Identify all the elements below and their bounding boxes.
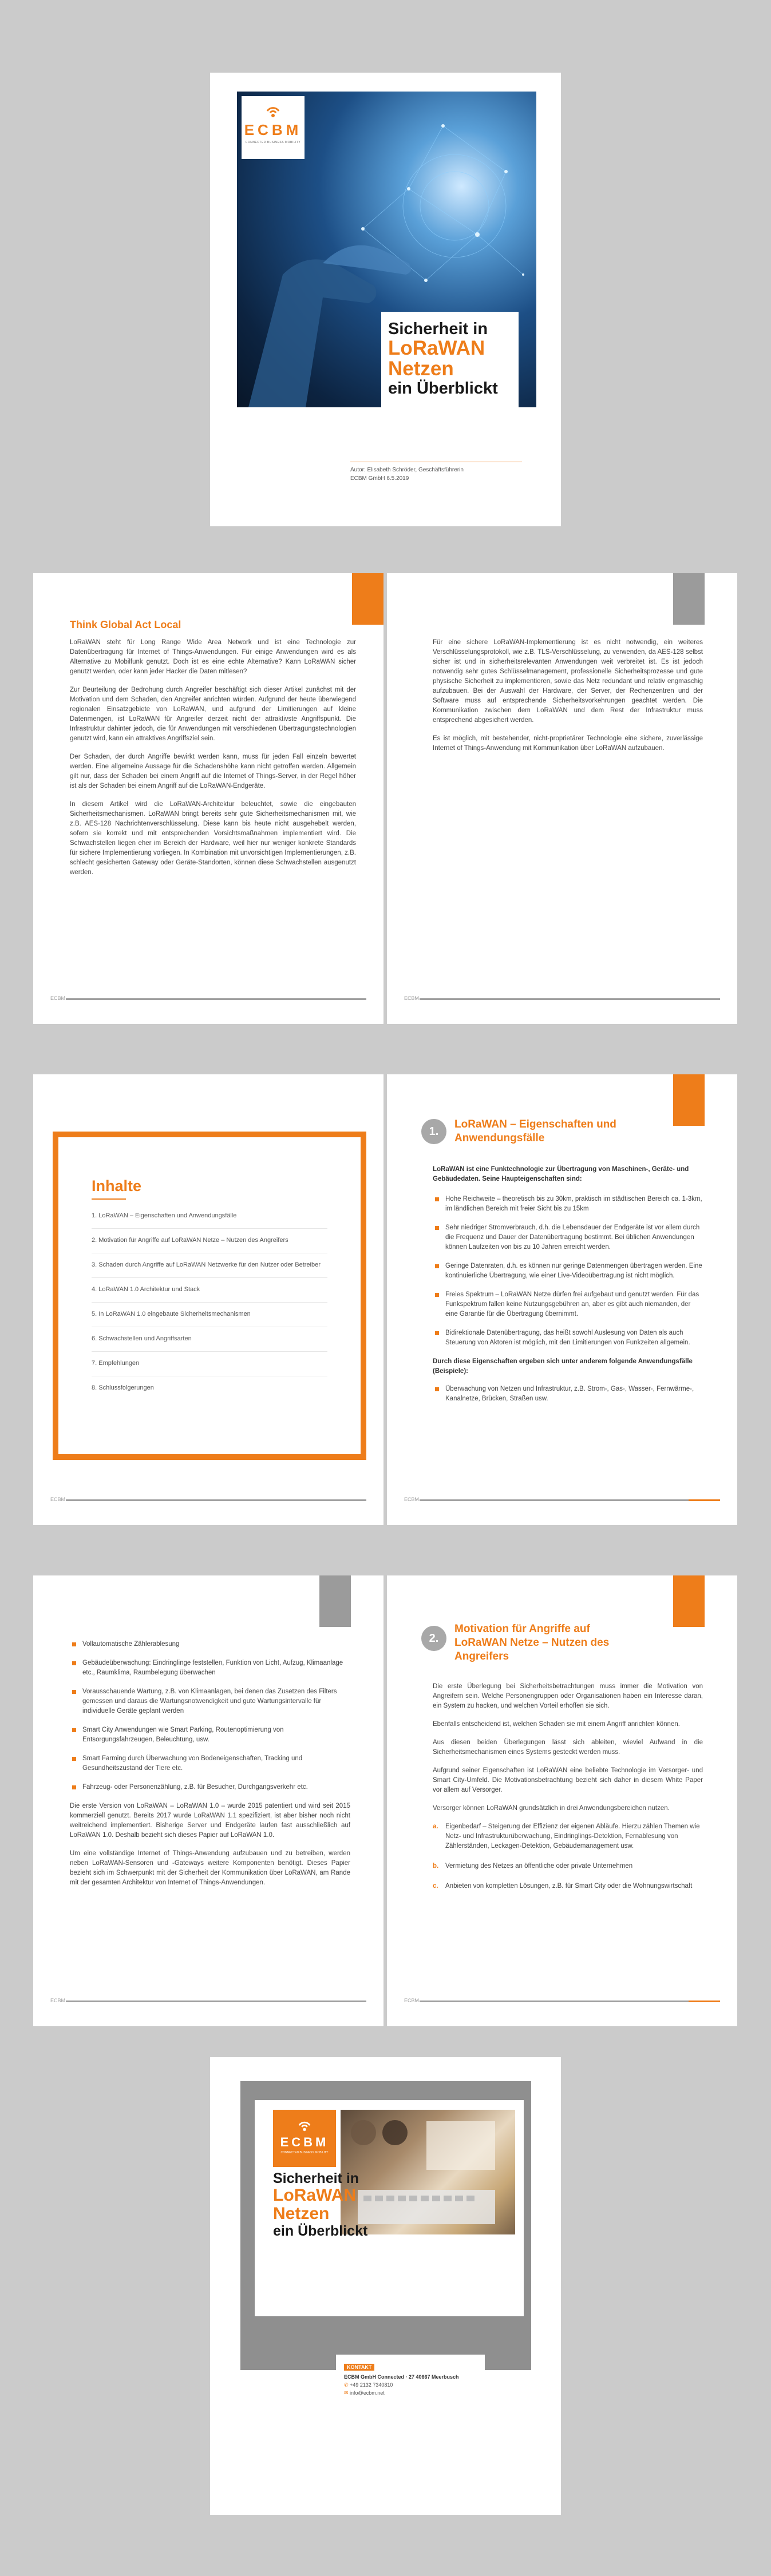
back-cover-page <box>210 2057 561 2515</box>
page-footer: ECBM <box>50 995 66 1001</box>
paragraph: Ebenfalls entscheidend ist, welchen Schaden sie mit einem Angriff anrichten können. <box>433 1721 680 1728</box>
back-title-line2: LoRaWAN <box>273 2186 356 2205</box>
back-contact-panel <box>336 2355 485 2420</box>
email-icon: ✉ <box>344 2390 350 2396</box>
contact-phone-row <box>344 2381 477 2389</box>
cover-title-line4: ein Überblickt <box>388 379 498 398</box>
logo-box <box>242 96 305 159</box>
toc-item[interactable]: 5. In LoRaWAN 1.0 eingebaute Sicherheitsmechanismen <box>92 1303 327 1327</box>
section1-content <box>433 1165 703 1413</box>
cover-date: ECBM GmbH 6.5.2019 <box>350 475 409 482</box>
page2-body <box>70 638 356 886</box>
page3-body <box>433 638 703 762</box>
page-conclusion-intro <box>387 573 737 1024</box>
accent-bar <box>673 1074 705 1126</box>
page6-body <box>70 1801 350 1888</box>
footer-line <box>420 1499 689 1501</box>
section1-bullets-2 <box>433 1384 703 1404</box>
paragraph: Aus diesen beiden Überlegungen lässt sich ableiten, wieviel Aufwand in die Sicherheitsmechanismen eines Systems gesteckt werden muss. <box>433 1739 703 1756</box>
page-footer: ECBM <box>404 1497 420 1502</box>
contact-email-row <box>344 2389 477 2397</box>
section2-title <box>454 1622 609 1664</box>
contact-email[interactable]: info@ecbm.net <box>350 2390 385 2396</box>
cover-title-box <box>381 312 519 407</box>
section1-title-line2: Anwendungsfälle <box>454 1132 545 1144</box>
page6-content <box>70 1640 350 1896</box>
list-letter: a. <box>433 1823 438 1830</box>
toc-heading: Inhalte <box>92 1177 142 1194</box>
paragraph: Es ist möglich, mit bestehender, nicht-proprietärer Technologie eine sichere, zuverlässige Internet of Things-Anwendung mit Kommunikation über LoRaWAN aufzubauen. <box>433 735 703 752</box>
page-footer: ECBM <box>404 1998 420 2003</box>
toc-item[interactable]: 7. Empfehlungen <box>92 1352 327 1376</box>
page-section-2 <box>387 1575 737 2026</box>
section-number-badge: 1. <box>421 1119 446 1144</box>
back-title-line3: Netzen <box>273 2204 330 2223</box>
antenna-icon <box>296 2119 313 2133</box>
contact-phone: +49 2132 7340810 <box>350 2382 393 2388</box>
contact-company: ECBM GmbH Connected · 27 40667 Meerbusch <box>344 2374 459 2380</box>
list-item: Geringe Datenraten, d.h. es können nur geringe Datenmengen übertragen werden. Eine kontinuierliche Übertragung, wie einer Live-Videoübertragung ist nicht möglich. <box>433 1261 703 1281</box>
grey-bar <box>319 1575 351 1627</box>
section-number-badge: 2. <box>421 1626 446 1651</box>
list-item <box>433 1861 703 1871</box>
section1-subheading: Durch diese Eigenschaften ergeben sich unter anderem folgende Anwendungsfälle (Beispiele): <box>433 1358 693 1375</box>
list-item: Smart City Anwendungen wie Smart Parking, Routenoptimierung von Entsorgungsfahrzeugen, Beleuchtung, usw. <box>70 1725 350 1745</box>
accent-bar <box>352 573 383 625</box>
section2-body <box>433 1682 703 1813</box>
footer-line <box>420 2001 689 2002</box>
toc-item[interactable]: 2. Motivation für Angriffe auf LoRaWAN Netze – Nutzen des Angreifers <box>92 1229 327 1253</box>
footer-line <box>420 998 720 1000</box>
list-item: Smart Farming durch Überwachung von Bodeneigenschaften, Tracking und Gesundheitszustand der Tiere etc. <box>70 1754 350 1773</box>
page6-bullets <box>70 1640 350 1792</box>
footer-line <box>66 998 366 1000</box>
list-item <box>433 1882 703 1891</box>
list-item: Vollautomatische Zählerablesung <box>70 1640 350 1649</box>
cover-title-line2: LoRaWAN <box>388 337 485 359</box>
footer-line <box>66 1499 366 1501</box>
list-item: Fahrzeug- oder Personenzählung, z.B. für Besucher, Durchgangsverkehr etc. <box>70 1783 350 1792</box>
paragraph: Aufgrund seiner Eigenschaften ist LoRaWAN eine beliebte Technologie im Versorger- und Smart City-Umfeld. Die Motivationsbetrachtung bezieht sich daher in diesem White Paper vor allem auf Versorger. <box>433 1767 703 1793</box>
section2-title-line3: Angreifers <box>454 1650 509 1662</box>
list-letter: b. <box>433 1863 439 1870</box>
toc-heading-underline <box>92 1198 126 1200</box>
phone-icon: ✆ <box>344 2382 350 2388</box>
footer-accent <box>689 2001 720 2002</box>
paragraph: Versorger können LoRaWAN grundsätzlich in drei Anwendungsbereichen nutzen. <box>433 1805 670 1812</box>
page-section-1 <box>387 1074 737 1525</box>
cover-author-block <box>350 462 522 483</box>
back-title-line1: Sicherheit in <box>273 2170 359 2186</box>
section1-title-line1: LoRaWAN – Eigenschaften und <box>454 1118 616 1130</box>
section1-bullets <box>433 1194 703 1348</box>
list-item: Freies Spektrum – LoRaWAN Netze dürfen frei aufgebaut und genutzt werden. Für das Funkspektrum fallen keine Nutzungsgebühren an, aber es gibt auch niemanden, der eine Garantie für die Übertragung übernimmt. <box>433 1290 703 1319</box>
paragraph: Um eine vollständige Internet of Things-Anwendung aufzubauen und zu betreiben, werden neben LoRaWAN-Sensoren und -Gateways weitere Komponenten benötigt. Dieses Papier bezieht sich im Schwerpunkt mit der Sicherheit der Kommunikation über LoRaWAN, am Rande mit der gesamten Architektur von Internet of Things-Anwendungen. <box>70 1850 350 1886</box>
list-item: Überwachung von Netzen und Infrastruktur, z.B. Strom-, Gas-, Wasser-, Fernwärme-, Kanalnetze, Brücken, Straßen usw. <box>433 1384 703 1404</box>
footer-accent <box>689 1499 720 1501</box>
back-title-line4: ein Überblickt <box>273 2223 368 2239</box>
paragraph: Der Schaden, der durch Angriffe bewirkt werden kann, muss für jeden Fall einzeln bewertet werden. Eine allgemeine Aussage für die Schadenshöhe kann nicht getroffen werden. Allgemein gilt nur, dass der Schaden bei einem Angriff auf die Internet of Things-Server, in der Regel höher ist als der Schaden bei einem Angriff auf die LoRaWAN-Endgeräte. <box>70 753 356 789</box>
cover-page <box>210 73 561 526</box>
section2-alpha-list <box>433 1822 703 1891</box>
back-title-box <box>273 2170 388 2239</box>
toc-item[interactable]: 8. Schlussfolgerungen <box>92 1384 154 1391</box>
paragraph: Die erste Version von LoRaWAN – LoRaWAN 1.0 – wurde 2015 patentiert und wird seit 2015 kommerziell genutzt. Bereits 2017 wurde LoRaWAN 1.1 spezifiziert, ist aber bisher noch nicht weitreichend implementiert. Bisherige Server und Endgeräte laufen fast ausschließlich auf LoRaWAN 1.0. Deshalb bezieht sich dieses Papier auf LoRaWAN 1.0. <box>70 1803 350 1839</box>
toc-frame <box>53 1132 366 1460</box>
list-text: Vermietung des Netzes an öffentliche oder private Unternehmen <box>445 1863 633 1870</box>
logo-text: ECBM <box>244 121 302 138</box>
section2-content <box>433 1682 703 1902</box>
list-letter: c. <box>433 1883 438 1890</box>
paragraph: LoRaWAN steht für Long Range Wide Area Network und ist eine Technologie zur Datenübertragung für Internet of Things-Anwendungen. Für einige Anwendungen wird es als Alternative zu Mobilfunk genutzt. Doch ist es eine echte Alternative? Kann LoRaWAN sicher genutzt werden, oder kann jeder Hacker die Daten mitlesen? <box>70 639 356 675</box>
paragraph: Für eine sichere LoRaWAN-Implementierung ist es nicht notwendig, ein weiteres Verschlüsselungsprotokoll, wie z.B. TLS-Verschlüsselung, zu verwenden, da AES-128 selbst sicher ist und in sicherheitsrelevanten Anwendungen weit verbreitet ist. Es ist jedoch notwendig sehr gutes Schlüsselmanagement, professionelle Sicherheitsprozesse und gute physische Sicherheit zu implementieren, sowie das Netz redundant und relativ engmaschig aufzubauen. Bei der Auswahl der Hardware, der Server, der Rechenzentren und der Software muss auf entsprechende Sicherheitsvorkehrungen geachtet werden. Die Kommunikation zwischen dem LoRaWAN und dem Rest der Infrastruktur muss entsprechend abgesichert werden. <box>433 639 703 724</box>
footer-line <box>66 2001 366 2002</box>
logo-tagline: CONNECTED BUSINESS MOBILITY <box>245 141 301 144</box>
list-item <box>433 1822 703 1851</box>
list-text: Anbieten von kompletten Lösungen, z.B. für Smart City oder die Wohnungswirtschaft <box>445 1883 693 1890</box>
page-footer: ECBM <box>404 995 420 1001</box>
section2-title-line2: LoRaWAN Netze – Nutzen des <box>454 1637 610 1649</box>
page2-heading: Think Global Act Local <box>70 619 181 630</box>
page-footer: ECBM <box>50 1497 66 1502</box>
list-item: Vorausschauende Wartung, z.B. von Klimaanlagen, bei denen das Zusetzen des Filters gemessen und daraus die Wartungsnotwendigkeit und gute Wartungsintervalle für individuelle Geräte geplant werden <box>70 1687 350 1716</box>
page-use-cases <box>33 1575 383 2026</box>
section1-title <box>454 1118 616 1145</box>
paragraph: In diesem Artikel wird die LoRaWAN-Architektur beleuchtet, sowie die eingebauten Sicherheitsmechanismen. LoRaWAN bringt bereits sehr gute Sicherheitsmechanismen mit, wie z.B. AES-128 Nachrichtenverschlüsselung. Diese kann bis heute nicht ausgehebelt werden, sofern sie korrekt und mit entsprechenden Vorsichtsmaßnahmen implementiert wird. Die Schwachstellen liegen eher im Bereich der Hardware, weil hier nur weniger konkrete Standards für sichere Implementierung vorliegen. In Kombination mit unvorsichtigen Implementierungen, z.B. schlecht gesicherten Gateway oder Geräte-Standorten, können diese Schwachstellen ausgenutzt werden. <box>70 801 356 876</box>
cover-title-line3: Netzen <box>388 358 454 380</box>
section2-title-line1: Motivation für Angriffe auf <box>454 1623 590 1635</box>
toc-item[interactable]: 1. LoRaWAN – Eigenschaften und Anwendungsfälle <box>92 1204 327 1229</box>
paragraph: Die erste Überlegung bei Sicherheitsbetrachtungen muss immer die Motivation von Angreifern sein. Welche Personengruppen oder Organisationen haben ein Interesse daran, ein System zu hacken, und welchen Vorteil erhoffen sie sich. <box>433 1683 703 1709</box>
back-logo-tagline: CONNECTED BUSINESS MOBILITY <box>280 2151 329 2154</box>
antenna-icon <box>264 104 282 119</box>
page-toc <box>33 1074 383 1525</box>
page-footer: ECBM <box>50 1998 66 2003</box>
contact-label: KONTAKT <box>344 2364 374 2371</box>
paragraph: Zur Beurteilung der Bedrohung durch Angreifer beschäftigt sich dieser Artikel zunächst mit der Motivation und dem Schaden, den Angreifer anrichten würden. Aufgrund der heute überwiegend regionalen Einsatzgebiete von LoRaWAN, und aufgrund der Limitierungen auf kleine Datenmengen, ist LoRaWAN für Angreifer derzeit nicht der attraktivste Angriffspunkt. Die Infrastruktur dahinter jedoch, die für Anwendungen mit verschiedenen Übertragungstechnologien genutzt wird, kann ein attraktives Angriffsziel sein. <box>70 686 356 742</box>
list-item: Sehr niedriger Stromverbrauch, d.h. die Lebensdauer der Endgeräte ist vor allem durch die Frequenz und Dauer der Datenübertragung bestimmt. Bei üblichen Anwendungen können Laufzeiten von bis zu 10 Jahren erreicht werden. <box>433 1223 703 1252</box>
page-think-global <box>33 573 383 1024</box>
cover-image <box>237 92 536 407</box>
cover-author: Autor: Elisabeth Schröder, Geschäftsführerin <box>350 467 464 473</box>
back-logo-box <box>273 2110 336 2167</box>
list-text: Eigenbedarf – Steigerung der Effizienz der eigenen Abläufe. Hierzu zählen Themen wie Netz- und Infrastrukturüberwachung, Eindringlings-Detektion, Fernablesung von Zählerständen, Leckagen-Detektion, Gebäudemanagement usw. <box>445 1823 700 1849</box>
cover-title-line1: Sicherheit in <box>388 320 488 338</box>
toc-item[interactable]: 3. Schaden durch Angriffe auf LoRaWAN Netzwerke für den Nutzer oder Betreiber <box>92 1253 327 1278</box>
back-logo-text: ECBM <box>280 2135 329 2149</box>
section1-intro: LoRaWAN ist eine Funktechnologie zur Übertragung von Maschinen-, Geräte- und Gebäudedaten. Seine Haupteigenschaften sind: <box>433 1166 689 1182</box>
list-item: Hohe Reichweite – theoretisch bis zu 30km, praktisch im städtischen Bereich ca. 1-3km, im ländlichen Bereich mit freier Sicht bis zu 15km <box>433 1194 703 1214</box>
list-item: Bidirektionale Datenübertragung, das heißt sowohl Auslesung von Daten als auch Steuerung von Aktoren ist möglich, mit den Limitierungen von Funkzeiten allgemein. <box>433 1328 703 1348</box>
accent-bar <box>673 1575 705 1627</box>
list-item: Gebäudeüberwachung: Eindringlinge feststellen, Funktion von Licht, Aufzug, Klimaanlage etc., Raumklima, Raumbelegung überwachen <box>70 1658 350 1678</box>
toc-item[interactable]: 4. LoRaWAN 1.0 Architektur und Stack <box>92 1278 327 1303</box>
grey-bar <box>673 573 705 625</box>
toc-item[interactable]: 6. Schwachstellen und Angriffsarten <box>92 1327 327 1352</box>
